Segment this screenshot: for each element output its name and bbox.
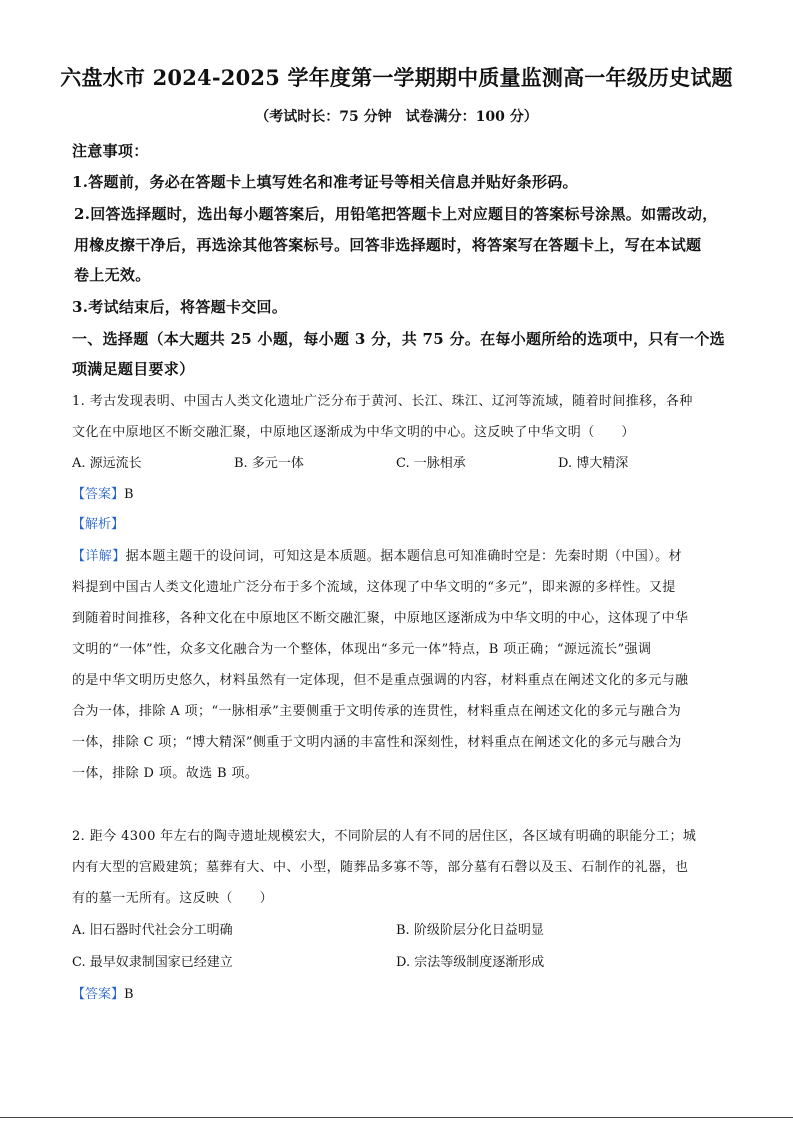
page-bottom-divider: [0, 1117, 793, 1118]
q1-answer: [72, 483, 134, 502]
q1-option-a: A. 源远流长: [72, 456, 142, 471]
q2-answer: [72, 983, 134, 1002]
notice-item-2-line-1: 2.回答选择题时，选出每小题答案后，用铅笔把答题卡上对应题目的答案标号涂黑。如需改动，: [74, 205, 718, 223]
page-title: 六盘水市 2024-2025 学年度第一学期期中质量监测高一年级历史试题: [60, 65, 733, 90]
notice-item-2-line-3: 卷上无效。: [74, 266, 151, 284]
answer-label: 【答案】: [72, 987, 125, 1002]
exam-duration-info: （考试时长：75 分钟 试卷满分：100 分）: [255, 109, 538, 125]
notice-item-1: 1.答题前，务必在答题卡上填写姓名和准考证号等相关信息并贴好条形码。: [72, 173, 578, 191]
q1-detail-line-1: 【详解】据本题主题干的设问词，可知这是本质题。据本题信息可知准确时空是：先秦时期（中国）。材: [72, 549, 682, 564]
q1-detail-line-7: 一体，排除 C 项；“博大精深”侧重于文明内涵的丰富性和深刻性，材料重点在阐述文化的多元与融合为: [72, 735, 682, 750]
q2-option-c: C. 最早奴隶制国家已经建立: [72, 955, 233, 970]
q1-analysis-label: 【解析】: [72, 517, 125, 532]
section-heading-line-2: 项满足题目要求）: [72, 360, 195, 378]
q1-detail-text-1: 据本题主题干的设问词，可知这是本质题。据本题信息可知准确时空是：先秦时期（中国）。材: [125, 549, 682, 564]
answer-value: B: [124, 487, 134, 502]
q2-stem-line-1: 2. 距今 4300 年左右的陶寺遗址规模宏大，不同阶层的人有不同的居住区，各区域有明确的职能分工；城: [72, 829, 697, 844]
q1-detail-line-5: 的是中华文明历史悠久，材料虽然有一定体现，但不是重点强调的内容，材料重点在阐述文化的多元与融: [72, 673, 689, 688]
notice-item-2-line-2: 用橡皮擦干净后，再选涂其他答案标号。回答非选择题时，将答案写在答题卡上，写在本试题: [74, 236, 702, 254]
q1-option-b: B. 多元一体: [234, 456, 304, 471]
q2-option-b: B. 阶级阶层分化日益明显: [396, 923, 544, 938]
q2-stem-line-3: 有的墓一无所有。这反映（ ）: [72, 891, 274, 906]
q2-option-a: A. 旧石器时代社会分工明确: [72, 923, 233, 938]
q1-detail-line-6: 合为一体，排除 A 项；“一脉相承”主要侧重于文明传承的连贯性，材料重点在阐述文化的多元与融合为: [72, 704, 682, 719]
q1-detail-line-4: 文明的“一体”性，众多文化融合为一个整体，体现出“多元一体”特点，B 项正确；“源远流长”强调: [72, 642, 652, 657]
answer-label: 【答案】: [72, 487, 125, 502]
notice-heading: 注意事项：: [72, 142, 149, 160]
q1-option-d: D. 博大精深: [558, 456, 629, 471]
q1-option-c: C. 一脉相承: [396, 456, 466, 471]
q1-detail-line-3: 到随着时间推移，各种文化在中原地区不断交融汇聚，中原地区逐渐成为中华文明的中心，这体现了中华: [72, 611, 689, 626]
q2-stem-line-2: 内有大型的宫殿建筑；墓葬有大、中、小型，随葬品多寡不等，部分墓有石磬以及玉、石制作的礼器，也: [72, 860, 689, 875]
q1-detail-line-2: 料提到中国古人类文化遗址广泛分布于多个流域，这体现了中华文明的“多元”，即来源的多样性。又提: [72, 580, 676, 595]
q1-stem-line-1: 1. 考古发现表明、中国古人类文化遗址广泛分布于黄河、长江、珠江、辽河等流域，随着时间推移，各种: [72, 394, 693, 409]
q1-stem-line-2: 文化在中原地区不断交融汇聚，中原地区逐渐成为中华文明的中心。这反映了中华文明（ ）: [72, 425, 635, 440]
section-heading-line-1: 一、选择题（本大题共 25 小题，每小题 3 分，共 75 分。在每小题所给的选项中，只有一个选: [72, 330, 725, 348]
notice-item-3: 3.考试结束后，将答题卡交回。: [72, 298, 288, 316]
answer-value: B: [124, 987, 134, 1002]
q2-option-d: D. 宗法等级制度逐渐形成: [396, 955, 545, 970]
q1-detail-line-8: 一体，排除 D 项。故选 B 项。: [72, 766, 259, 781]
